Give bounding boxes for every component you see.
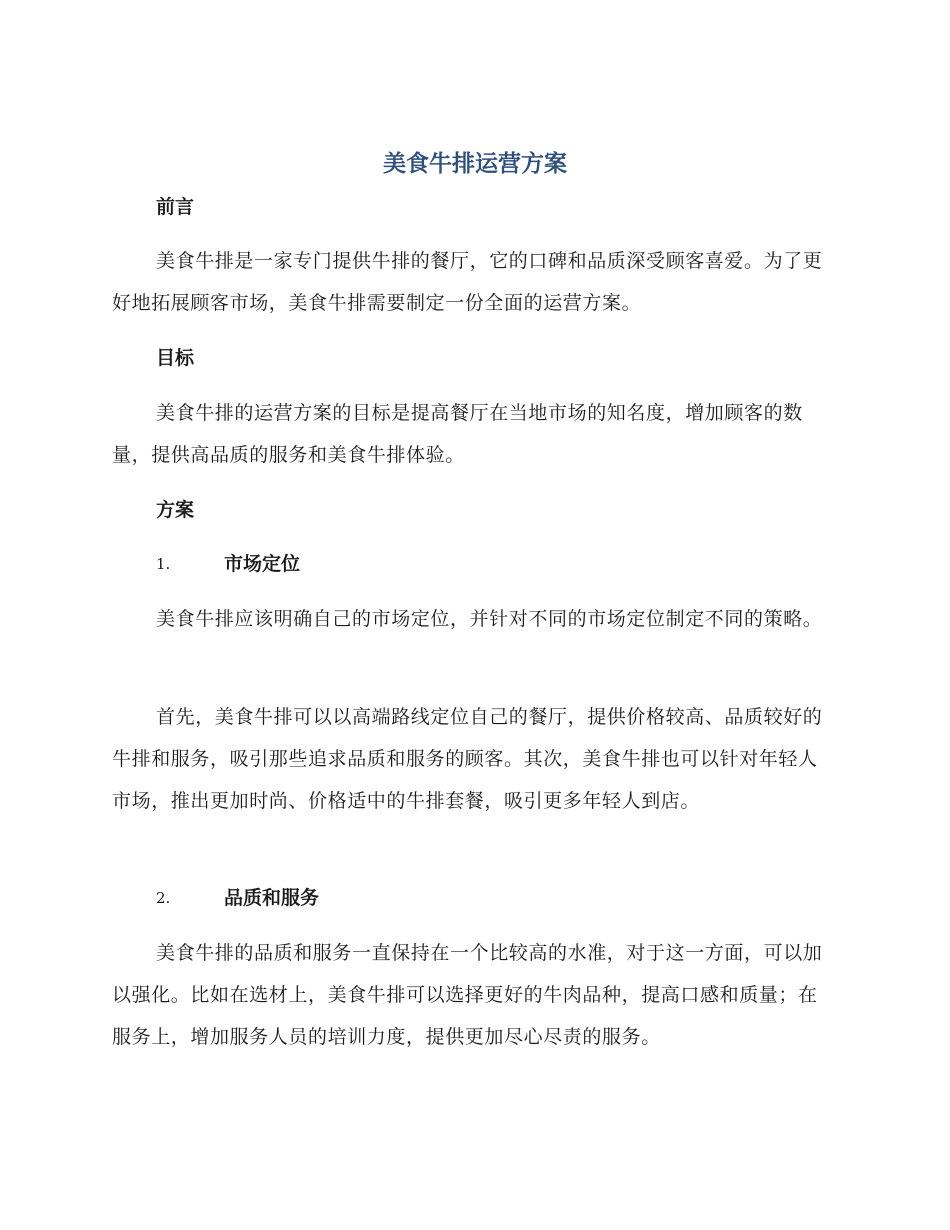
section-number: 2. bbox=[156, 889, 171, 907]
goal-paragraph: 美食牛排的运营方案的目标是提高餐厅在当地市场的知名度，增加顾客的数量，提供高品质的服务和美食牛排体验。 bbox=[112, 402, 803, 466]
section-title: 品质和服务 bbox=[224, 887, 320, 909]
plan-heading: 方案 bbox=[156, 499, 195, 521]
section-number: 1. bbox=[156, 555, 171, 573]
goal-heading: 目标 bbox=[156, 347, 195, 369]
section-title: 市场定位 bbox=[224, 553, 301, 575]
quality-service-paragraph: 美食牛排的品质和服务一直保持在一个比较高的水准，对于这一方面，可以加以强化。比如在选材上，美食牛排可以选择更好的牛肉品种，提高口感和质量；在服务上，增加服务人员的培训力度，提供更加尽心尽责的服务。 bbox=[112, 942, 823, 1048]
market-positioning-paragraph-1: 美食牛排应该明确自己的市场定位，并针对不同的市场定位制定不同的策略。 bbox=[156, 608, 823, 630]
market-positioning-paragraph-2: 首先，美食牛排可以以高端路线定位自己的餐厅，提供价格较高、品质较好的牛排和服务，吸引那些追求品质和服务的顾客。其次，美食牛排也可以针对年轻人市场，推出更加时尚、价格适中的牛排套餐，吸引更多年轻人到店。 bbox=[112, 706, 823, 812]
preface-paragraph: 美食牛排是一家专门提供牛排的餐厅，它的口碑和品质深受顾客喜爱。为了更好地拓展顾客市场，美食牛排需要制定一份全面的运营方案。 bbox=[112, 250, 823, 314]
document-title: 美食牛排运营方案 bbox=[383, 151, 567, 177]
preface-heading: 前言 bbox=[156, 196, 195, 218]
